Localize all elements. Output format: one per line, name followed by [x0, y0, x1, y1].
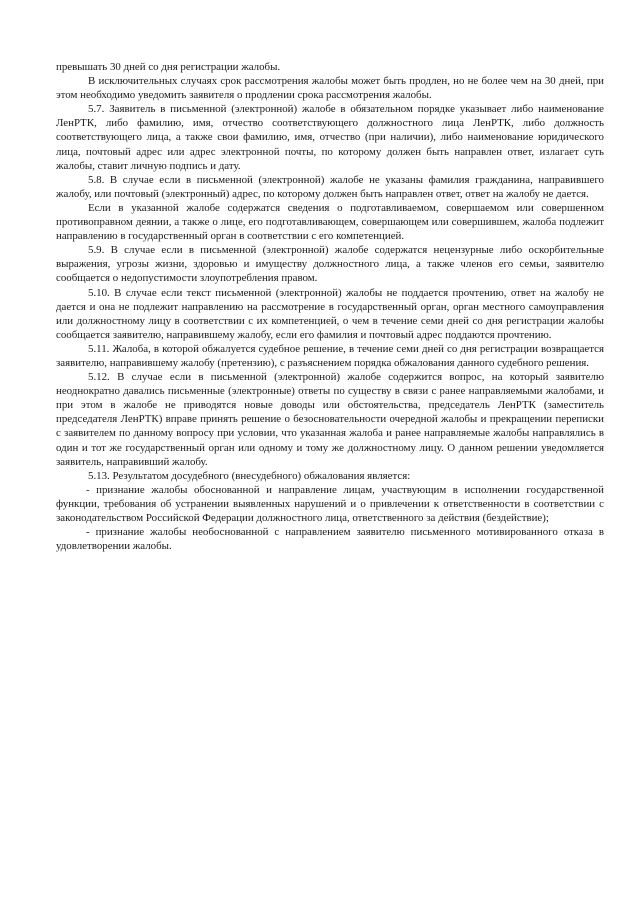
paragraph-extension-note: В исключительных случаях срок рассмотрения жалобы может быть продлен, но не более чем на 30 дней, при этом необходимо уведомить заявителя о продлении срока рассмотрения жалобы.: [56, 75, 604, 102]
list-item-grounded: - признание жалобы обоснованной и направление лицам, участвующим в исполнении государственной функции, требования об устранении выявленных нарушений и о привлечении к ответственности в соответствии с законодательством Российской Федерации должностного лица, ответственного за действия (бездействие);: [56, 483, 604, 524]
paragraph-5-10: 5.10. В случае если текст письменной (электронной) жалобы не поддается прочтению, ответ на жалобу не дается и она не подлежит направлению на рассмотрение в государственный орган, орган местного самоуправления или должностному лицу в соответствии с их компетенцией, о чем в течение семи дней со дня регистрации жалобы сообщается заявителю, направившему жалобу, если его фамилия и почтовый адрес поддаются прочтению.: [56, 286, 604, 341]
document-page: [56, 60, 604, 553]
paragraph-5-13: 5.13. Результатом досудебного (внесудебного) обжалования является:: [88, 469, 411, 482]
paragraph-5-8: 5.8. В случае если в письменной (электронной) жалобе не указаны фамилия гражданина, направившего жалобу, или почтовый (электронный) адрес, по которому должен быть направлен ответ, ответ на жалобу не дается.: [56, 173, 604, 200]
paragraph-5-11: 5.11. Жалоба, в которой обжалуется судебное решение, в течение семи дней со дня регистрации возвращается заявителю, направившему жалобу (претензию), с разъяснением порядка обжалования данного судебного решения.: [56, 342, 604, 369]
paragraph-5-12: 5.12. В случае если в письменной (электронной) жалобе содержится вопрос, на который заявителю неоднократно давались письменные (электронные) ответы по существу в связи с ранее направляемыми жалобами, и при этом в жалобе не приводятся новые доводы или обстоятельства, председатель ЛенРТК (заместитель председателя ЛенРТК) вправе принять решение о безосновательности очередной жалобы и прекращении переписки с заявителем по данному вопросу при условии, что указанная жалоба и ранее направляемые жалобы направлялись в один и тот же государственный орган или одному и тому же должностному лицу. О данном решении уведомляется заявитель, направивший жалобу.: [56, 371, 604, 468]
paragraph-continuation: превышать 30 дней со дня регистрации жалобы.: [56, 61, 281, 73]
paragraph-5-9: 5.9. В случае если в письменной (электронной) жалобе содержатся нецензурные либо оскорбительные выражения, угрозы жизни, здоровью и имуществу должностного лица, а также членов его семьи, заявителю сообщается о недопустимости злоупотребления правом.: [56, 244, 604, 285]
paragraph-5-7: 5.7. Заявитель в письменной (электронной) жалобе в обязательном порядке указывает либо наименование ЛенРТК, либо фамилию, имя, отчество соответствующего должностного лица ЛенРТК, либо должность соответствующего лица, а также свои фамилию, имя, отчество (при наличии), либо наименование юридического лица, почтовый адрес или адрес электронной почты, по которому должен быть направлен ответ, излагает суть жалобы, ставит личную подпись и дату.: [56, 103, 604, 172]
list-item-ungrounded: - признание жалобы необоснованной с направлением заявителю письменного мотивированного отказа в удовлетворении жалобы.: [56, 526, 604, 553]
paragraph-5-8-addendum: Если в указанной жалобе содержатся сведения о подготавливаемом, совершаемом или совершенном противоправном деянии, а также о лице, его подготавливающем, совершающем или совершившем, жалоба подлежит направлению в государственный орган в соответствии с его компетенцией.: [56, 201, 604, 243]
